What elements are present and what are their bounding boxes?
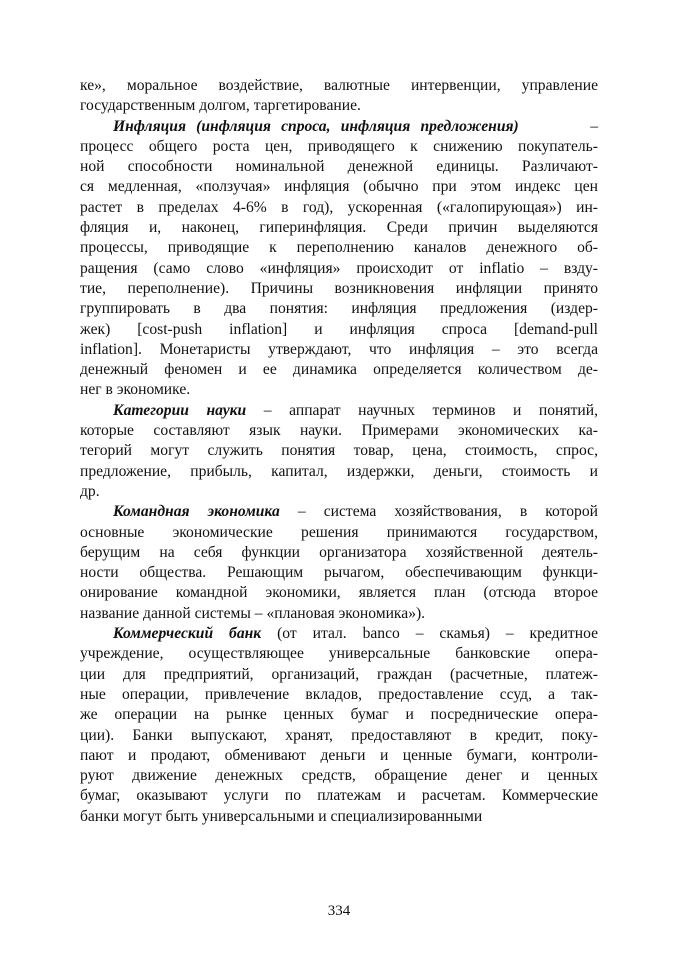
text-line: бумаг, оказывают услуги по платежам и расчетам. Коммерческие xyxy=(80,787,598,805)
text-line: государственным долгом, таргетирование. xyxy=(80,97,361,115)
text-line: руют движение денежных средств, обращение денег и ценных xyxy=(80,767,598,785)
text-line: ной способности номинальной денежной единицы. Различают- xyxy=(80,158,598,176)
text-line: тие, переполнение). Причины возникновения инфляции принято xyxy=(80,279,598,297)
definition-heading-line xyxy=(80,624,598,644)
text-line: ции). Банки выпускают, хранят, предоставляют в кредит, поку- xyxy=(80,726,598,744)
text-line: же операции на рынке ценных бумаг и посреднические опера- xyxy=(80,706,598,724)
text-line: ращения (само слово «инфляция» происходит от inflatio – взду- xyxy=(80,259,598,277)
text-line: банки могут быть универсальными и специализированными xyxy=(80,807,483,825)
term-inflation: Инфляция (инфляция спроса, инфляция предложения) xyxy=(113,117,519,135)
text-line: пают и продают, обменивают деньги и ценные бумаги, контроли- xyxy=(80,746,598,764)
definition-heading-line xyxy=(80,117,598,137)
text-line: ся медленная, «ползучая» инфляция (обычно при этом индекс цен xyxy=(80,178,598,196)
definition-text: – аппарат научных терминов и понятий, xyxy=(246,401,598,419)
text-line: основные экономические решения принимаются государством, xyxy=(80,523,598,541)
text-line: растет в пределах 4-6% в год), ускоренная («галопирующая») ин- xyxy=(80,198,598,216)
page-body xyxy=(80,76,598,827)
text-line: берущим на себя функции организатора хозяйственной деятель- xyxy=(80,543,598,561)
definition-text: – система хозяйствования, в которой xyxy=(279,503,598,521)
text-line: тегорий могут служить понятия товар, цена, стоимость, спрос, xyxy=(80,442,598,460)
text-line: фляция и, наконец, гиперинфляция. Среди причин выделяются xyxy=(80,219,598,237)
term-science-categories: Категории науки xyxy=(113,401,247,419)
text-line: группировать в два понятия: инфляция предложения (издер- xyxy=(80,300,598,318)
page-number: 334 xyxy=(327,903,351,919)
text-line: ции для предприятий, организаций, граждан (расчетные, платеж- xyxy=(80,665,598,683)
text-line: название данной системы – «плановая экономика»). xyxy=(80,604,426,622)
text-line: онирование командной экономики, является план (отсюда второе xyxy=(80,584,598,602)
text-line: процессы, приводящие к переполнению каналов денежного об- xyxy=(80,239,598,257)
term-commercial-bank: Коммерческий банк xyxy=(113,625,262,643)
text-line: учреждение, осуществляющее универсальные банковские опера- xyxy=(80,645,598,663)
text-line: ные операции, привлечение вкладов, предоставление ссуд, а так- xyxy=(80,685,598,703)
text-line: которые составляют язык науки. Примерами экономических ка- xyxy=(80,422,598,440)
text-line: ности общества. Решающим рычагом, обеспечивающим функци- xyxy=(80,564,598,582)
text-line: ке», моральное воздействие, валютные интервенции, управление xyxy=(80,77,598,94)
text-line: жек) [cost-push inflation] и инфляция спроса [demand-pull xyxy=(80,320,598,338)
text-line: предложение, прибыль, капитал, издержки, деньги, стоимость и xyxy=(80,462,598,480)
text-line: inflation]. Монетаристы утверждают, что инфляция – это всегда xyxy=(80,340,598,358)
term-dash: – xyxy=(518,117,598,135)
text-line: др. xyxy=(80,482,100,500)
definition-heading-line xyxy=(80,401,598,421)
text-line: нег в экономике. xyxy=(80,381,191,399)
definition-heading-line xyxy=(80,502,598,522)
text-line: процесс общего роста цен, приводящего к снижению покупатель- xyxy=(80,137,598,155)
term-command-economy: Командная экономика xyxy=(113,503,280,521)
text-line: денежный феномен и ее динамика определяется количеством де- xyxy=(80,361,598,379)
definition-text: (от итал. banco – скамья) – кредитное xyxy=(261,625,598,643)
